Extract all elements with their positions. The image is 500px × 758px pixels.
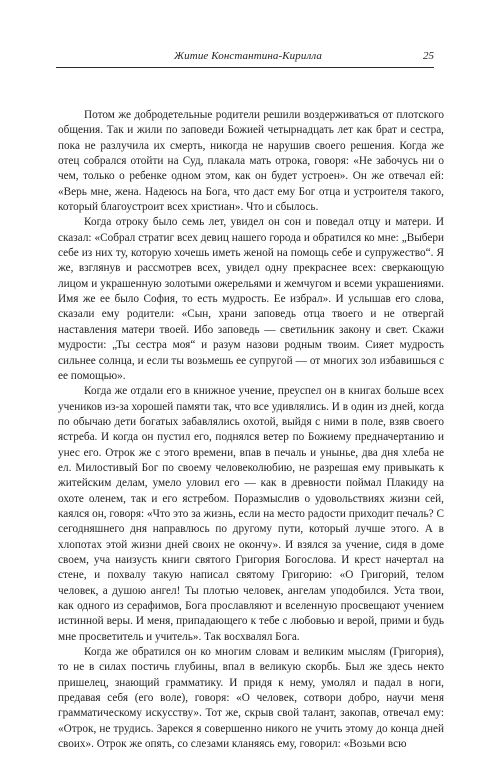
paragraph-dream: Когда отроку было семь лет, увидел он сон и поведал отцу и матери. И сказал: «Собрал стратиг всех девиц нашего города и обратился ко мне: „Выбери себе из них ту, которую хочешь иметь женой на помощь себе и супружество“. Я же, взглянув и рассмотрев всех, увидел одну прекраснее всех: сверкающую лицом и украшенную золотыми ожерельями и жемчугом и всеми украшениями. Имя же ее было София, то есть мудрость. Ее избрал». И услышав его слова, сказали ему родители: «Сын, храни заповедь отца твоего и не отвергай наставления матери твоей. Ибо заповедь — светильник закону и свет. Скажи мудрости: „Ты сестра моя“ и разум назови родным твоим. Сияет мудрость сильнее солнца, и если ты возьмешь ее супругой — от многих зол избавишься с ее помощью». (58, 216, 444, 382)
running-head (56, 50, 434, 66)
running-title: Житие Константина-Кирилла (174, 50, 323, 62)
paragraph-hawk: Когда же отдали его в книжное учение, преуспел он в книгах больше всех учеников из-за хорошей памяти так, что все удивлялись. И в один из дней, когда по обычаю дети богатых забавлялись охотой, выйдя с ними в поле, взяв своего ястреба. И когда он пустил его, поднялся ветер по Божиему предначертанию и унес его. Отрок же с этого времени, впав в печаль и унынье, два дня хлеба не ел. Милостивый Бог по своему человеколюбию, не разрешая ему привыкать к житейским делам, умело уловил его — как в древности поймал Плакиду на охоте оленем, так и его ястребом. Поразмыслив о удовольствиях жизни сей, каялся он, говоря: «Что это за жизнь, если на место радости приходит печаль? С сегодняшнего дня направлюсь по другому пути, который лучше этого. А в хлопотах этой жизни дней своих не окончу». И взялся за учение, сидя в доме своем, уча наизусть книги святого Григория Богослова. И крест начертал на стене, и похвалу такую написал святому Григорию: «О Григорий, телом человек, а душою ангел! Ты плотью человек, ангелам уподобился. Уста твои, как одного из серафимов, Бога прославляют и вселенную просвещают учением истинной веры. И меня, припадающего к тебе с любовью и верой, прими и будь мне просветитель и учитель». Так восхвалял Бога. (58, 385, 444, 643)
paragraph-parents: Потом же добродетельные родители решили воздерживаться от плотского общения. Так и жили по заповеди Божией четырнадцать лет как брат и сестра, пока не разлучила их смерть, никогда не нарушив своего решения. Когда же отец собрался отойти на Суд, плакала мать отрока, говоря: «Не забочусь ни о чем, только о ребенке одном этом, как он будет устроен». Он же отвечал ей: «Верь мне, жена. Надеюсь на Бога, что даст ему Бог отца и устроителя такого, который благоустроит всех христиан». Что и сбылось. (58, 109, 444, 214)
body-text (58, 108, 444, 752)
page-number: 25 (423, 50, 434, 62)
paragraph-grammar: Когда же обратился он ко многим словам и великим мыслям (Григория), то не в силах постичь глубины, впал в великую скорбь. Был же здесь некто пришелец, знающий грамматику. И придя к нему, умолял и падал в ноги, предавая себя (его воле), говоря: «О человек, сотвори добро, научи меня грамматическому искусству». Тот же, скрыв свой талант, закопав, отвечал ему: «Отрок, не трудись. Зарекся я совершенно никого не учить этому до конца дней своих». Отрок же опять, со слезами кланяясь ему, говорил: «Возьми всю (58, 646, 444, 751)
header-rule (56, 67, 434, 68)
